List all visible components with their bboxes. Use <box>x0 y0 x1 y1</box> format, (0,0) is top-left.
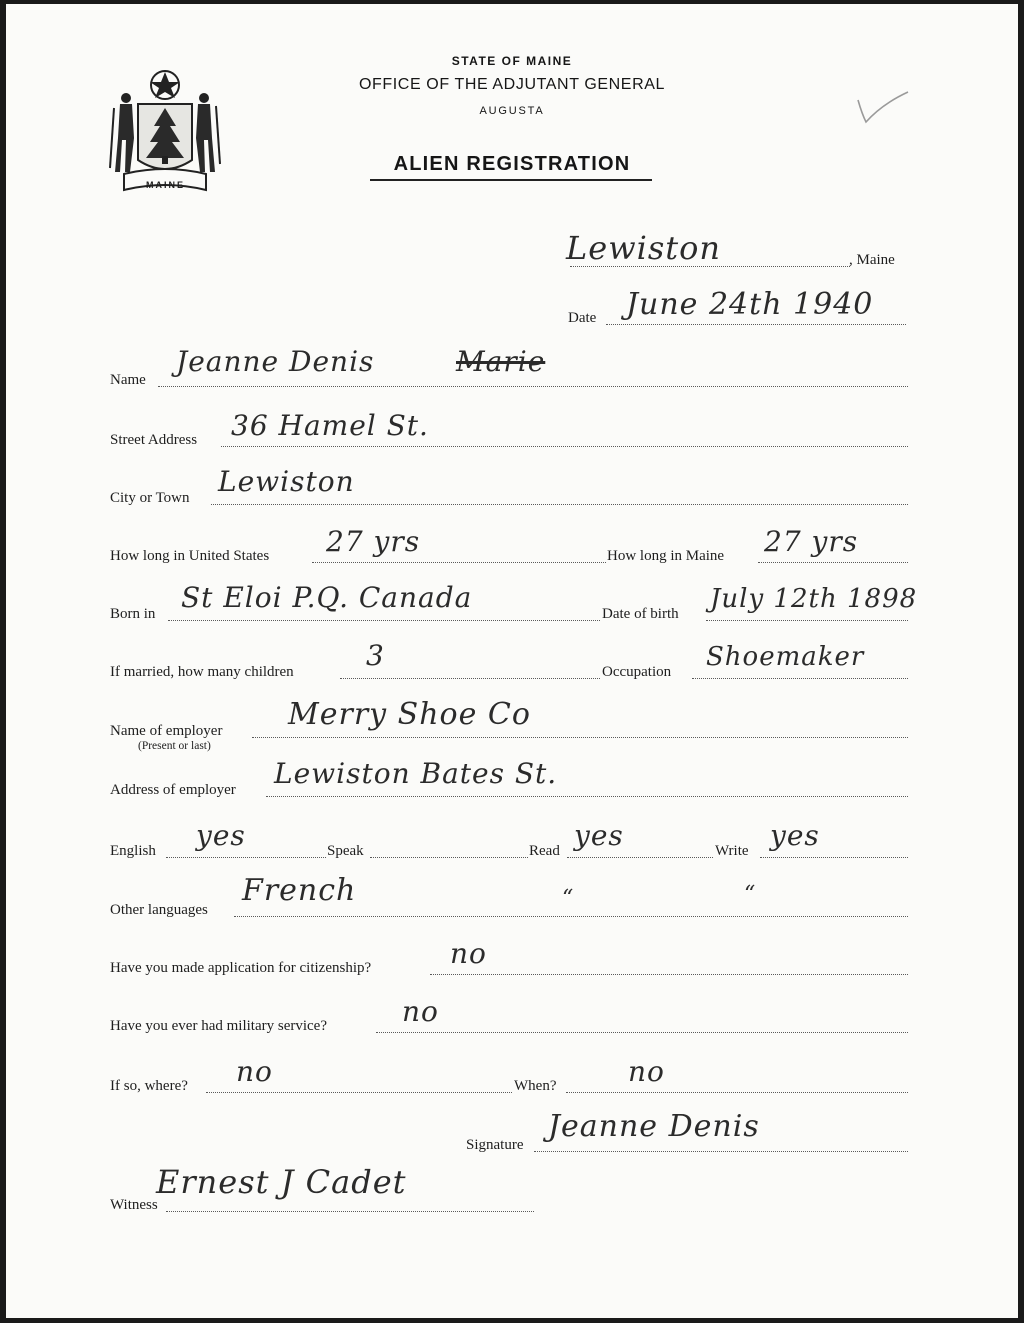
dob-line <box>706 620 908 621</box>
maine-label: , Maine <box>849 252 895 268</box>
military-value: no <box>402 995 439 1028</box>
occupation-line <box>692 678 908 679</box>
name-struck-value: Marie <box>456 345 546 378</box>
ditto-mark-read: “ <box>562 886 575 911</box>
married-line <box>340 678 600 679</box>
citizenship-value: no <box>450 937 487 970</box>
born-in-value: St Eloi P.Q. Canada <box>181 581 473 614</box>
witness-value: Ernest J Cadet <box>156 1163 407 1201</box>
header-office: OFFICE OF THE ADJUTANT GENERAL <box>358 76 666 93</box>
speak-line <box>370 857 528 858</box>
when-value: no <box>628 1055 665 1088</box>
other-languages-label: Other languages <box>110 902 208 918</box>
occupation-value: Shoemaker <box>706 642 865 672</box>
employer-address-label: Address of employer <box>110 782 236 798</box>
date-label: Date <box>568 310 597 326</box>
city-line <box>211 504 908 505</box>
other-languages-value: French <box>242 873 357 908</box>
citizenship-label: Have you made application for citizenship? <box>110 960 372 976</box>
employer-sublabel: (Present or last) <box>138 740 211 752</box>
children-value: 3 <box>366 639 385 672</box>
english-line <box>166 857 326 858</box>
long-maine-line <box>758 562 908 563</box>
dob-label: Date of birth <box>602 606 679 622</box>
witness-label: Witness <box>110 1197 158 1213</box>
street-label: Street Address <box>110 432 198 448</box>
write-value: yes <box>770 819 820 852</box>
street-value: 36 Hamel St. <box>231 409 429 442</box>
long-us-line <box>312 562 606 563</box>
employer-line <box>252 737 908 738</box>
name-value: Jeanne Denis <box>176 345 375 378</box>
read-value: yes <box>574 819 624 852</box>
long-maine-label: How long in Maine <box>607 548 725 564</box>
city-label: City or Town <box>110 490 190 506</box>
witness-line <box>166 1211 534 1212</box>
when-line <box>566 1092 908 1093</box>
where-line <box>206 1092 512 1093</box>
header-state: STATE OF MAINE <box>451 54 573 68</box>
signature-label: Signature <box>466 1137 524 1153</box>
english-value: yes <box>196 819 246 852</box>
dob-value: July 12th 1898 <box>710 584 918 614</box>
street-line <box>221 446 908 447</box>
employer-label: Name of employer <box>110 723 223 739</box>
speak-label: Speak <box>327 843 364 859</box>
long-maine-value: 27 yrs <box>764 525 859 558</box>
where-value: no <box>236 1055 273 1088</box>
married-label: If married, how many children <box>110 664 294 680</box>
write-label: Write <box>715 843 749 859</box>
english-label: English <box>110 843 156 859</box>
occupation-label: Occupation <box>602 664 672 680</box>
city-value: Lewiston <box>218 465 355 498</box>
name-label: Name <box>110 372 146 388</box>
other-languages-line <box>234 916 908 917</box>
military-label: Have you ever had military service? <box>110 1018 327 1034</box>
registration-form <box>6 4 1018 1318</box>
when-label: When? <box>514 1078 557 1094</box>
employer-address-value: Lewiston Bates St. <box>274 757 558 790</box>
read-label: Read <box>529 843 560 859</box>
read-line <box>567 857 713 858</box>
date-line <box>606 324 906 325</box>
born-in-line <box>168 620 600 621</box>
form-title: ALIEN REGISTRATION <box>393 153 631 175</box>
long-us-value: 27 yrs <box>326 525 421 558</box>
born-in-label: Born in <box>110 606 156 622</box>
long-us-label: How long in United States <box>110 548 270 564</box>
header-city: AUGUSTA <box>479 105 545 117</box>
ditto-mark-write: “ <box>744 882 757 907</box>
signature-line <box>534 1151 908 1152</box>
employer-address-line <box>266 796 908 797</box>
write-line <box>760 857 908 858</box>
where-label: If so, where? <box>110 1078 188 1094</box>
signature-value: Jeanne Denis <box>548 1109 760 1144</box>
name-line <box>158 386 908 387</box>
seal-label: MAINE <box>146 180 185 190</box>
title-underline <box>370 179 652 181</box>
date-value: June 24th 1940 <box>626 287 874 322</box>
employer-value: Merry Shoe Co <box>288 697 531 732</box>
citizenship-line <box>430 974 908 975</box>
military-line <box>376 1032 908 1033</box>
place-value: Lewiston <box>566 229 721 267</box>
